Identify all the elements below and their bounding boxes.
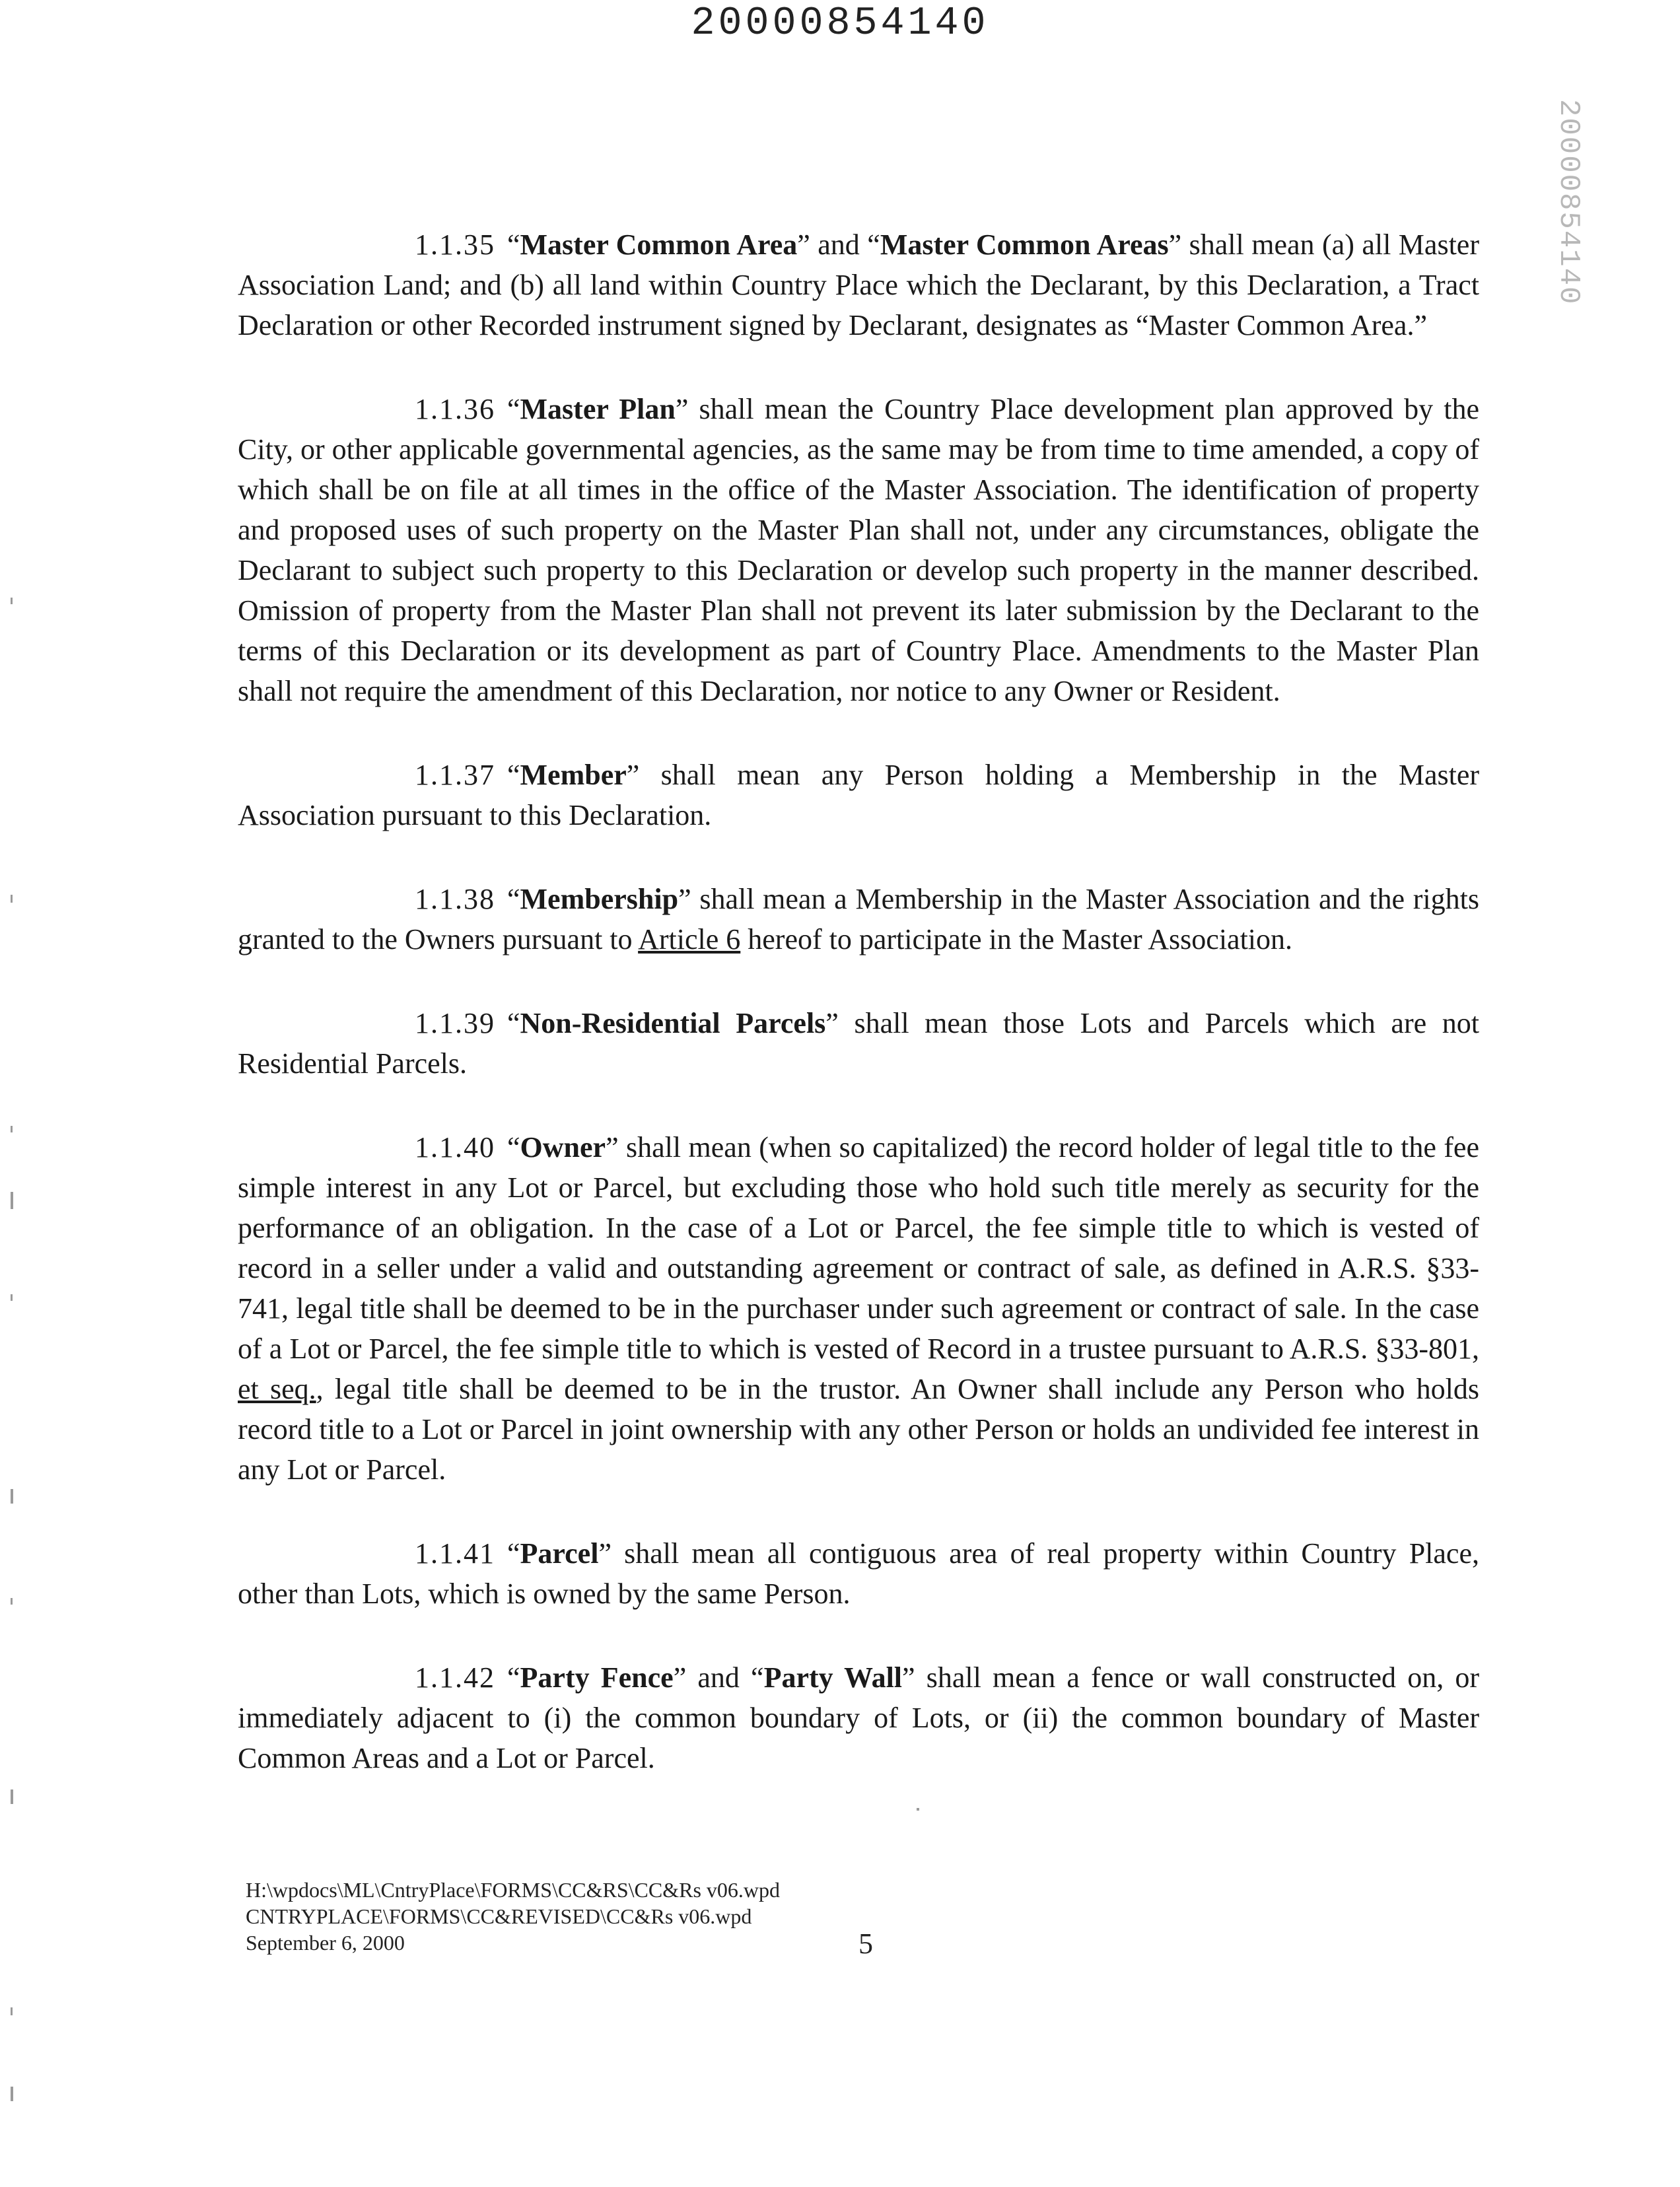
- document-number: 20000854140: [691, 1, 989, 46]
- defined-term: Non-Residential Parcels: [520, 1007, 826, 1039]
- section-number: 1.1.41: [415, 1537, 495, 1570]
- defined-term: Master Common Area: [520, 228, 798, 261]
- section-1-1-40: [238, 1127, 1479, 1490]
- section-text: “: [507, 1131, 520, 1163]
- section-1-1-37: [238, 755, 1479, 835]
- section-1-1-36: [238, 389, 1479, 711]
- section-text: “: [507, 759, 520, 791]
- footer-date: September 6, 2000: [246, 1931, 405, 1955]
- scan-speck: [11, 2007, 13, 2015]
- section-number: 1.1.37: [415, 759, 495, 791]
- scan-speck: [11, 1192, 13, 1209]
- underlined-reference: Article 6: [638, 923, 741, 955]
- section-number: 1.1.42: [415, 1661, 495, 1694]
- section-number: 1.1.36: [415, 393, 495, 425]
- section-text: ” shall mean a Membership in the Master Association and the rights granted to the Owners pursuant to: [238, 883, 1479, 955]
- section-number: 1.1.39: [415, 1007, 495, 1039]
- scan-speck: [11, 1294, 13, 1301]
- section-text: “: [507, 228, 520, 261]
- section-text: , legal title shall be deemed to be in the trustor. An Owner shall include any Person who holds record title to a Lot or Parcel in joint ownership with any other Person or holds an undivided fee interest in any Lot or Parcel.: [238, 1373, 1480, 1486]
- scan-speck: [11, 1598, 13, 1605]
- section-text: ” shall mean any Person holding a Membership in the Master Association pursuant to this Declaration.: [238, 759, 1479, 831]
- defined-term: Parcel: [520, 1537, 599, 1570]
- section-text: ” and “: [797, 228, 880, 261]
- section-text: ” shall mean those Lots and Parcels which are not Residential Parcels.: [238, 1007, 1479, 1080]
- footer-file-path-1: H:\wpdocs\ML\CntryPlace\FORMS\CC&RS\CC&Rs v06.wpd: [246, 1878, 780, 1902]
- section-text: “: [507, 883, 520, 915]
- side-recording-stamp: 20000854140: [1552, 99, 1585, 306]
- scan-speck: [11, 1126, 13, 1132]
- scan-speck: [11, 598, 13, 604]
- defined-term: Party Wall: [763, 1661, 903, 1694]
- section-1-1-41: [238, 1533, 1479, 1614]
- section-text: ” and “: [673, 1661, 764, 1694]
- section-number: 1.1.35: [415, 228, 495, 261]
- page-number: 5: [858, 1927, 873, 1960]
- section-number: 1.1.40: [415, 1131, 495, 1163]
- footer: [246, 1877, 780, 1956]
- defined-term: Member: [520, 759, 627, 791]
- section-text: ” shall mean (a) all Master Association Land; and (b) all land within Country Place which the Declarant, by this Declaration, a Tract Declaration or other Recorded instrument signed by Declarant, designates as “Master Common Area.”: [238, 228, 1479, 341]
- scan-speck: [11, 1789, 13, 1804]
- defined-term: Master Plan: [520, 393, 676, 425]
- section-text: ” shall mean all contiguous area of real property within Country Place, other than Lots, which is owned by the same Person.: [238, 1537, 1479, 1610]
- section-text: ” shall mean (when so capitalized) the record holder of legal title to the fee simple interest in any Lot or Parcel, but excluding those who hold such title merely as security for the performance of an obligation. In the case of a Lot or Parcel, the fee simple title to which is vested of record in a seller under a valid and outstanding agreement or contract of sale, as defined in A.R.S. §33-741, legal title shall be deemed to be in the purchaser under such agreement or contract of sale. In the case of a Lot or Parcel, the fee simple title to which is vested of Record in a trustee pursuant to A.R.S. §33-801,: [238, 1131, 1479, 1365]
- section-1-1-42: [238, 1657, 1479, 1778]
- document-body: [238, 225, 1479, 1822]
- defined-term: Owner: [520, 1131, 606, 1163]
- section-text: ” shall mean the Country Place development plan approved by the City, or other applicable governmental agencies, as the same may be from time to time amended, a copy of which shall be on file at all times in the office of the Master Association. The identification of property and proposed uses of such property on the Master Plan shall not, under any circumstances, obligate the Declarant to subject such property to this Declaration or develop such property in the manner described. Omission of property from the Master Plan shall not prevent its later submission by the Declarant to the terms of this Declaration or its development as part of Country Place. Amendments to the Master Plan shall not require the amendment of this Declaration, nor notice to any Owner or Resident.: [238, 393, 1480, 707]
- footer-file-path-2: CNTRYPLACE\FORMS\CC&REVISED\CC&Rs v06.wpd: [246, 1904, 752, 1928]
- section-text: “: [507, 1661, 520, 1694]
- defined-term: Membership: [520, 883, 679, 915]
- section-1-1-39: [238, 1003, 1479, 1084]
- section-1-1-38: [238, 879, 1479, 959]
- scan-speck: [917, 1808, 919, 1811]
- underlined-reference: et seq.: [238, 1373, 316, 1405]
- section-text: “: [507, 1537, 520, 1570]
- section-text: hereof to participate in the Master Association.: [740, 923, 1293, 955]
- scan-speck: [11, 895, 13, 903]
- section-text: “: [507, 1007, 520, 1039]
- scan-speck: [11, 1489, 13, 1504]
- section-text: ” shall mean a fence or wall constructed on, or immediately adjacent to (i) the common boundary of Lots, or (ii) the common boundary of Master Common Areas and a Lot or Parcel.: [238, 1661, 1479, 1774]
- defined-term: Master Common Areas: [880, 228, 1169, 261]
- scan-speck: [11, 2087, 13, 2101]
- defined-term: Party Fence: [520, 1661, 674, 1694]
- section-1-1-35: [238, 225, 1479, 345]
- section-number: 1.1.38: [415, 883, 495, 915]
- section-text: “: [507, 393, 520, 425]
